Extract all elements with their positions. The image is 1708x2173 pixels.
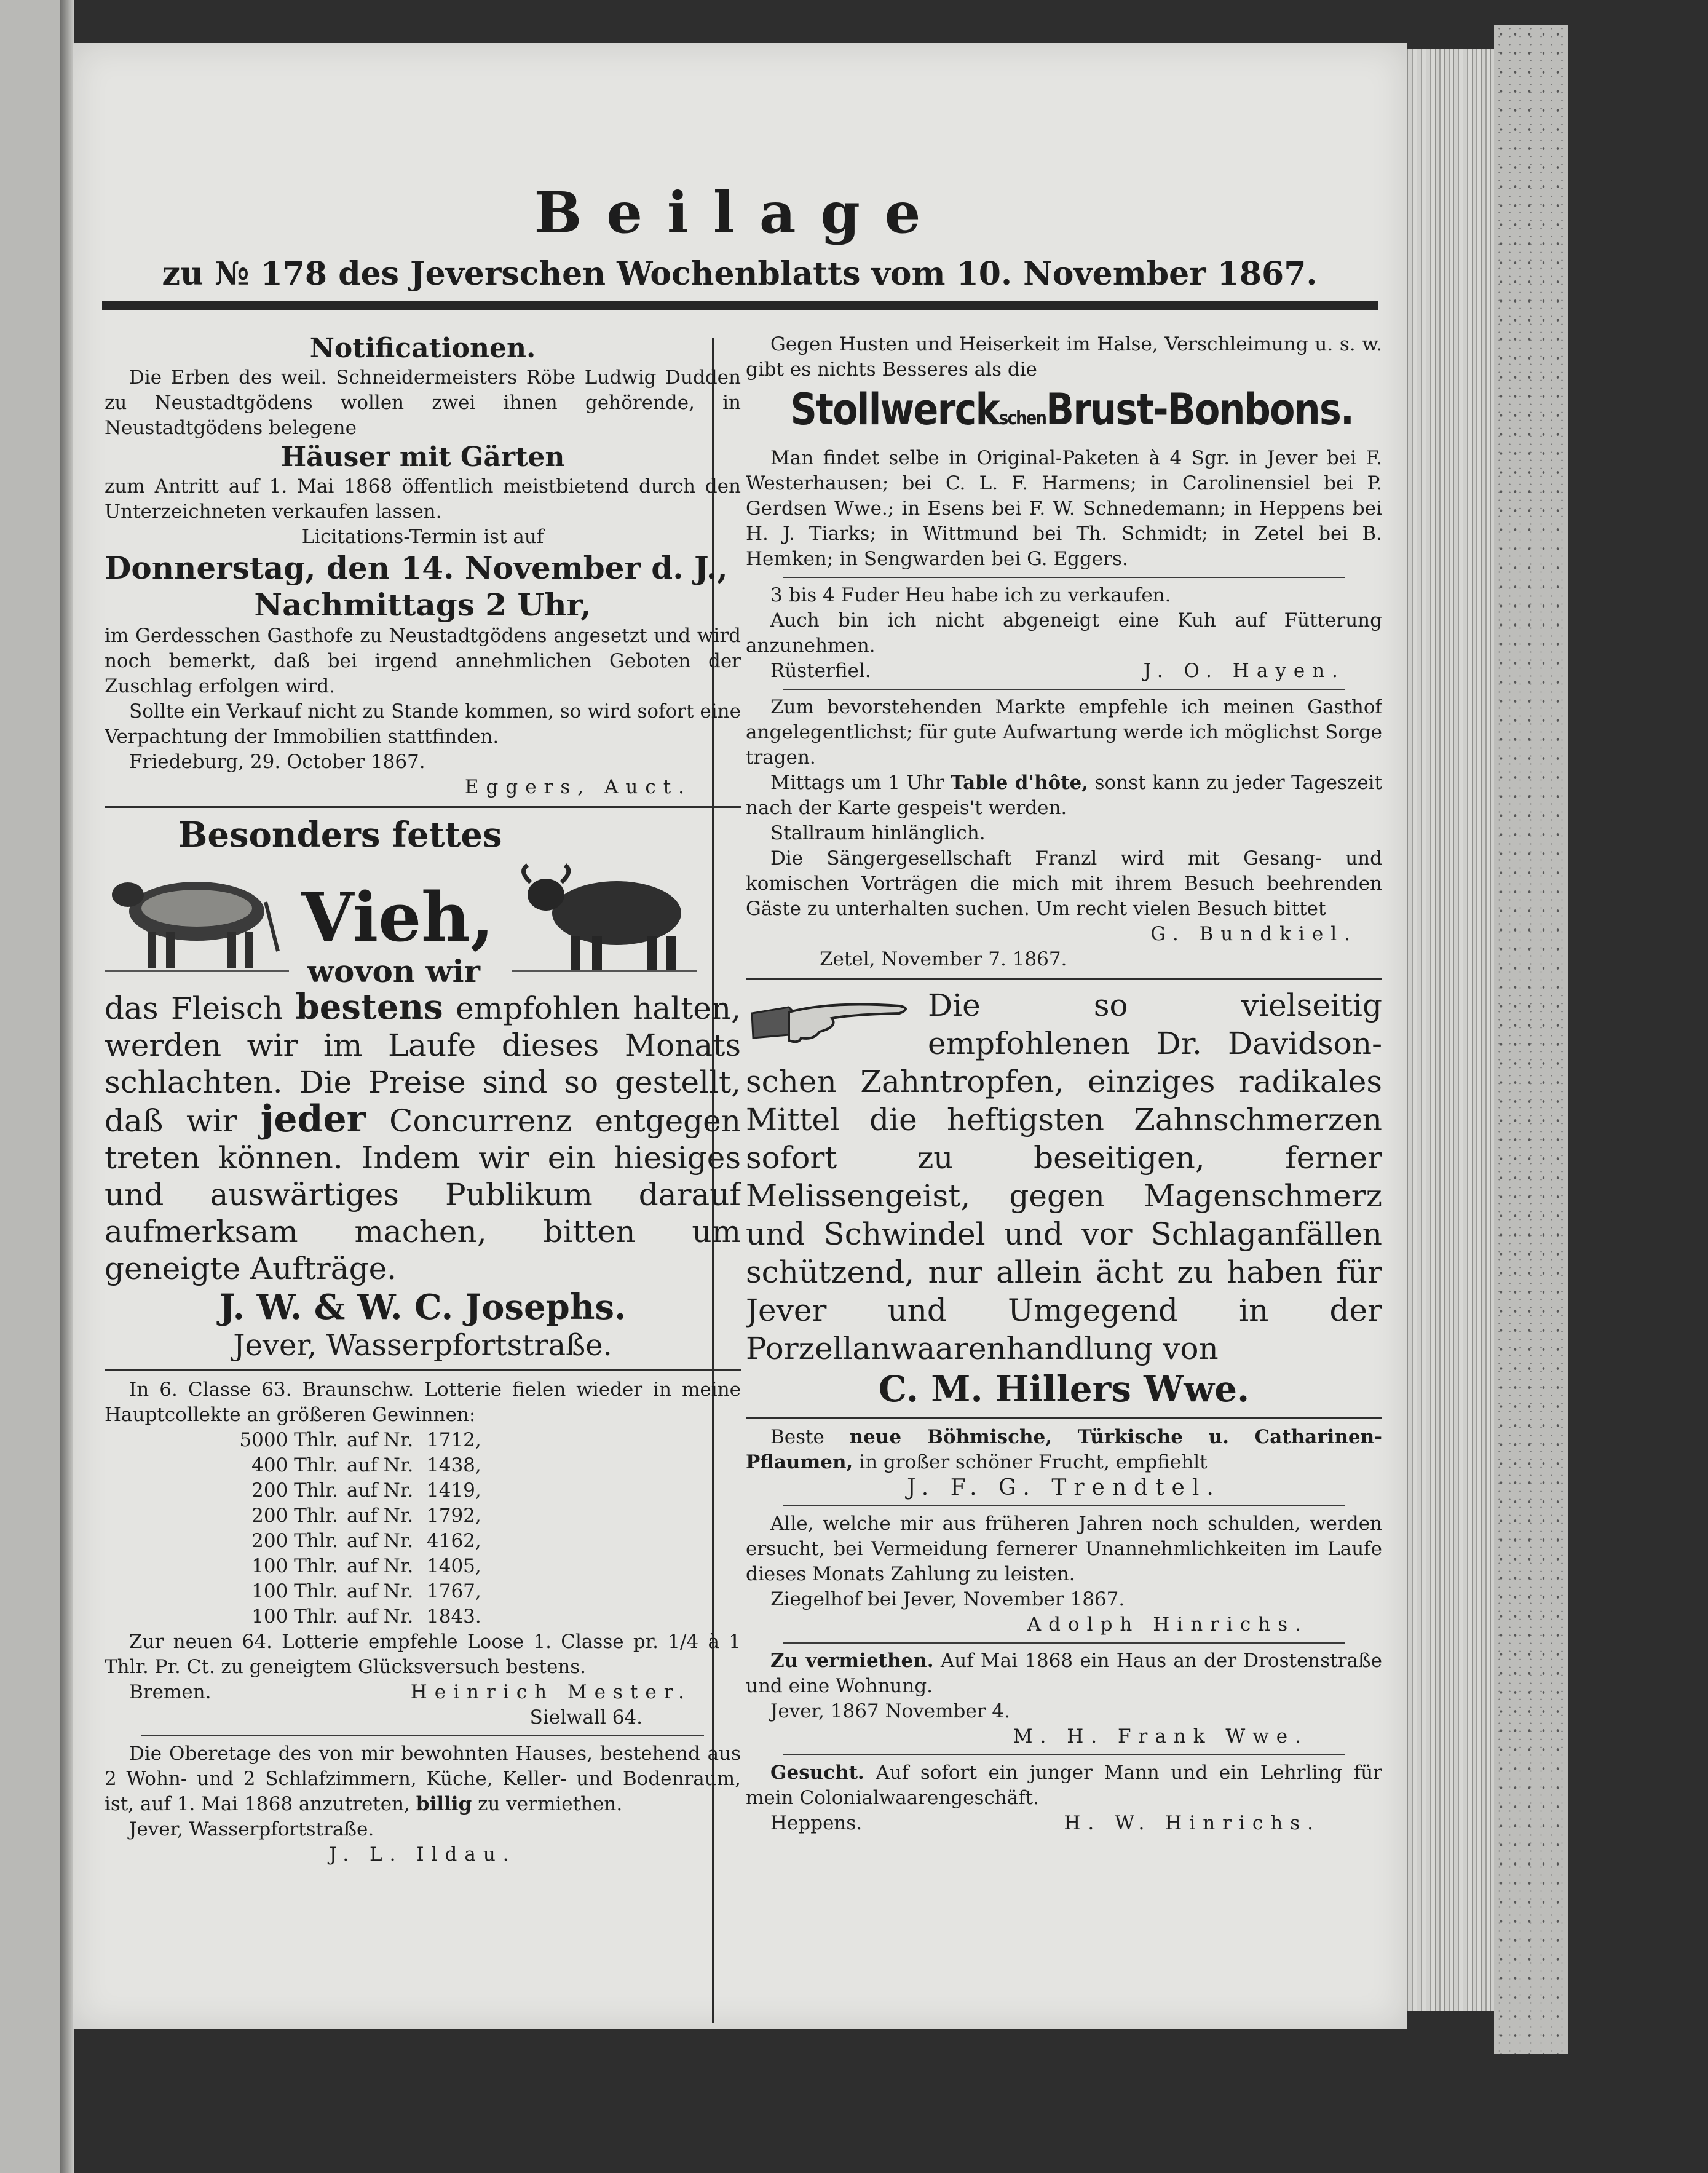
stollwerck-body: Man findet selbe in Original-Paketen à 4 Sgr. in Jever bei F. Westerhausen; bei C. L. F. Harmens; in Carolinensiel bei P. Gerdsen Wwe.; in Esens bei F. W. Schnedemann; in Heppens bei H. J. Tiarks; in Wittmund bei Th. Schmidt; in Zetel bei B. Hemken; in Sengwarden bei G. Eggers. [746, 447, 1382, 570]
signature: G. Bundkiel. [1150, 923, 1358, 945]
cattle-firm: J. W. & W. C. Josephs. [219, 1287, 627, 1328]
section-rule [783, 1642, 1345, 1644]
notifications-text: zum Antritt auf 1. Mai 1868 öffentlich meistbietend durch den Unterzeichneten verkaufen lassen. [105, 475, 741, 523]
signature: J. O. Hayen. [1143, 660, 1345, 682]
let-ad [746, 1649, 1382, 1749]
lottery-prize-amount: 200 Thlr. [251, 1530, 338, 1552]
table-dhote: Table d'hôte, [950, 772, 1089, 794]
auction-date-label: Licitations-Termin ist auf [301, 526, 544, 548]
debts-text: Alle, welche mir aus früheren Jahren noch schulden, werden ersucht, bei Vermeidung fernerer Unannehmlichkeiten im Laufe dieses Monats Zahlung zu leisten. [746, 1513, 1382, 1585]
hay-place: Rüsterfiel. [770, 660, 871, 682]
lottery-prize-num: 1419, [427, 1479, 481, 1502]
lottery-prize-amount: 100 Thlr. [251, 1605, 338, 1628]
masthead-subtitle: zu № 178 des Jeverschen Wochenblatts vom 10. November 1867. [162, 255, 1318, 293]
let-text: Zu vermiethen. Auf Mai 1868 ein Haus an der Drostenstraße und eine Wohnung. [746, 1650, 1382, 1697]
lottery-prize-row [105, 1453, 741, 1478]
gasthof-text: Mittags um 1 Uhr Table d'hôte, sonst kann zu jeder Tageszeit nach der Karte gespeis't werden. [746, 772, 1382, 819]
masthead-rule [102, 301, 1378, 310]
signature: J. F. G. Trendtel. [907, 1475, 1221, 1500]
cattle-subheading: wovon wir [307, 953, 480, 989]
cattle-ad [105, 814, 741, 1363]
cow-illustration-icon [105, 859, 289, 976]
cattle-body: das Fleisch bestens empfohlen halten, werden wir im Laufe dieses Monats schlachten. Die Preise sind so gestellt, daß wir jeder Concurrenz entgegen treten können. Indem wir ein hiesiges und auswärtiges Publikum darauf aufmerksam machen, bitten um geneigte Aufträge. [105, 987, 741, 1286]
rental-body: Die Oberetage des von mir bewohnten Hauses, bestehend aus 2 Wohn- und 2 Schlafzimmern, Küche, Keller- und Bodenraum, ist, auf 1. Mai 1868 anzutreten, billig zu vermiethen. [105, 1743, 741, 1815]
rental-ad [105, 1741, 741, 1867]
wanted-text: Gesucht. Auf sofort ein junger Mann und ein Lehrling für mein Colonialwaarengeschäft. [746, 1762, 1382, 1809]
lottery-prize-num: 1792, [427, 1505, 481, 1527]
lottery-prize-row [105, 1554, 741, 1579]
signature: Eggers, Auct. [464, 776, 692, 798]
section-rule [141, 1735, 704, 1736]
lottery-prize-num: 1405, [427, 1555, 481, 1577]
lottery-prize-num: 1712, [427, 1429, 481, 1451]
lottery-seller: Heinrich Mester. [410, 1681, 692, 1703]
davidson-body: Die so vielseitig empfohlenen Dr. Davidson-schen Zahntropfen, einziges radikales Mittel die heftigsten Zahnschmerzen sofort zu beseitigen, ferner Melissengeist, gegen Magenschmerz und Schwindel und vor Schlaganfällen schützend, nur allein ächt zu haben für Jever und Umgegend in der Porzellanwaarenhandlung von [746, 988, 1382, 1366]
section-rule [783, 1505, 1345, 1506]
section-rule [746, 978, 1382, 980]
rental-address: Jever, Wasserpfortstraße. [129, 1818, 374, 1840]
newspaper-page [73, 43, 1407, 2029]
lottery-prize-row [105, 1604, 741, 1629]
gasthof-ad [746, 695, 1382, 972]
cattle-address: Jever, Wasserpfortstraße. [233, 1328, 612, 1363]
signature: Adolph Hinrichs. [1027, 1613, 1308, 1636]
lottery-prize-amount: 400 Thlr. [251, 1454, 338, 1476]
cattle-heading: Besonders fettes [178, 815, 502, 855]
notifications-ad [105, 332, 741, 800]
lottery-prize-mid: auf Nr. [347, 1429, 414, 1451]
emphasis-billig: billig [416, 1793, 472, 1815]
signature: J. L. Ildau. [329, 1843, 516, 1866]
lottery-prize-row [105, 1503, 741, 1529]
lottery-prize-amount: 200 Thlr. [251, 1479, 338, 1502]
hay-ad [746, 583, 1382, 684]
section-rule [783, 577, 1345, 578]
bull-illustration-icon [512, 859, 697, 976]
vieh-heading: Vieh, [301, 877, 494, 957]
lottery-prize-mid: auf Nr. [347, 1580, 414, 1602]
houses-heading: Häuser mit Gärten [280, 441, 565, 473]
stollwerck-ad [746, 332, 1382, 572]
lottery-prize-mid: auf Nr. [347, 1454, 414, 1476]
auction-time: Nachmittags 2 Uhr, [254, 587, 591, 623]
notifications-heading: Notificationen. [309, 333, 536, 364]
lottery-prize-row [105, 1478, 741, 1503]
section-rule [783, 689, 1345, 690]
stollwerck-brand: StollwerckschenBrust-Bonbons. [790, 384, 1354, 435]
notifications-text: Die Erben des weil. Schneidermeisters Röbe Ludwig Dudden zu Neustadtgödens wollen zwei ihnen gehörende, in Neustadtgödens belegene [105, 366, 741, 439]
lottery-prize-num: 4162, [427, 1530, 481, 1552]
lottery-prize-num: 1843. [427, 1605, 481, 1628]
place-date: Friedeburg, 29. October 1867. [129, 751, 425, 773]
hay-text: Auch bin ich nicht abgeneigt eine Kuh auf Fütterung anzunehmen. [746, 609, 1382, 657]
lottery-prize-num: 1438, [427, 1454, 481, 1476]
marbled-edge [1494, 25, 1568, 2054]
lottery-prize-mid: auf Nr. [347, 1530, 414, 1552]
right-column [746, 332, 1382, 1836]
lottery-ad [105, 1377, 741, 1730]
gasthof-text: Die Sängergesellschaft Franzl wird mit Gesang- und komischen Vorträgen die mich mit ihrem Besuch beehrenden Gäste zu unterhalten suchen. Um recht vielen Besuch bittet [746, 847, 1382, 920]
section-rule [746, 1417, 1382, 1419]
place-date: Zetel, November 7. 1867. [820, 948, 1067, 970]
lottery-prize-num: 1767, [427, 1580, 481, 1602]
stollwerck-intro: Gegen Husten und Heiserkeit im Halse, Verschleimung u. s. w. gibt es nichts Besseres als die [746, 333, 1382, 381]
emphasis-bestens: bestens [295, 987, 443, 1027]
auction-date: Donnerstag, den 14. November d. J., [105, 550, 728, 586]
lottery-prize-row [105, 1529, 741, 1554]
lottery-prize-list [105, 1428, 741, 1629]
notifications-text: Sollte ein Verkauf nicht zu Stande kommen, so wird sofort eine Verpachtung der Immobilien stattfinden. [105, 700, 741, 748]
signature: H. W. Hinrichs. [1064, 1812, 1321, 1834]
lottery-prize-mid: auf Nr. [347, 1555, 414, 1577]
lottery-prize-row [105, 1579, 741, 1604]
lottery-prize-row [105, 1428, 741, 1453]
signature: M. H. Frank Wwe. [1013, 1725, 1308, 1748]
place-date: Ziegelhof bei Jever, November 1867. [770, 1588, 1125, 1610]
lottery-prize-amount: 5000 Thlr. [239, 1429, 338, 1451]
pointing-hand-icon [746, 989, 918, 1063]
davidson-firm: C. M. Hillers Wwe. [878, 1368, 1250, 1410]
notifications-text: im Gerdesschen Gasthofe zu Neustadtgödens angesetzt und wird noch bemerkt, daß bei irgend annehmlichen Geboten der Zuschlag erfolgen wird. [105, 625, 741, 697]
book-binding [60, 0, 74, 2173]
wanted-ad [746, 1760, 1382, 1836]
lottery-prize-amount: 100 Thlr. [251, 1555, 338, 1577]
gasthof-text: Zum bevorstehenden Markte empfehle ich meinen Gasthof angelegentlichst; für gute Aufwartung werde ich möglichst Sorge tragen. [746, 696, 1382, 769]
left-page-edge [0, 0, 68, 2173]
debts-ad [746, 1511, 1382, 1637]
hay-text: 3 bis 4 Fuder Heu habe ich zu verkaufen. [770, 584, 1171, 606]
lottery-street: Sielwall 64. [529, 1706, 642, 1728]
plums-ad [746, 1425, 1382, 1500]
section-rule [783, 1754, 1345, 1755]
left-column [105, 332, 741, 1867]
lottery-prize-mid: auf Nr. [347, 1605, 414, 1628]
emphasis-jeder: jeder [260, 1098, 366, 1141]
lottery-prize-amount: 100 Thlr. [251, 1580, 338, 1602]
lottery-prize-amount: 200 Thlr. [251, 1505, 338, 1527]
lottery-prize-mid: auf Nr. [347, 1505, 414, 1527]
davidson-ad [746, 986, 1382, 1411]
lottery-intro: In 6. Classe 63. Braunschw. Lotterie fielen wieder in meine Hauptcollekte an größeren Gewinnen: [105, 1379, 741, 1426]
lottery-prize-mid: auf Nr. [347, 1479, 414, 1502]
wanted-place: Heppens. [770, 1812, 863, 1834]
section-rule [105, 1369, 741, 1371]
place-date: Jever, 1867 November 4. [770, 1700, 1010, 1722]
lottery-offer: Zur neuen 64. Lotterie empfehle Loose 1. Classe pr. 1/4 à 1 Thlr. Pr. Ct. zu geneigtem Glücksversuch bestens. [105, 1631, 741, 1678]
gasthof-text: Stallraum hinlänglich. [770, 822, 986, 844]
section-rule [105, 806, 741, 808]
plums-text: Beste neue Böhmische, Türkische u. Catharinen-Pflaumen, in großer schöner Frucht, empfiehlt [746, 1426, 1382, 1473]
lottery-city: Bremen. [129, 1681, 212, 1703]
masthead-title: Beilage [534, 180, 946, 246]
